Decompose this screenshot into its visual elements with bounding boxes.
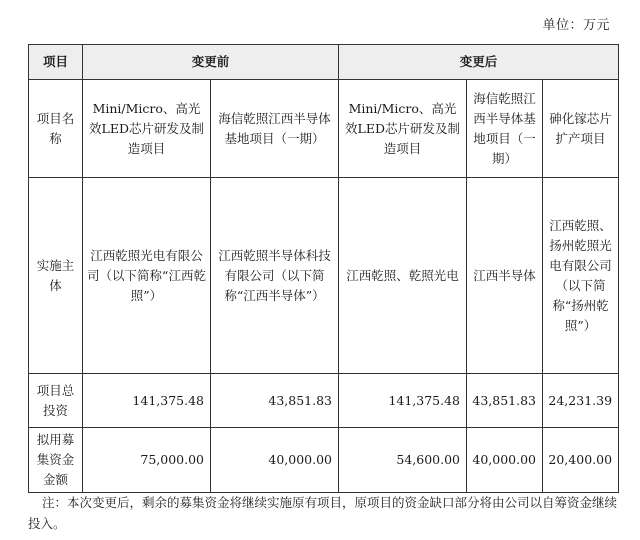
table-cell: 20,400.00	[543, 428, 619, 493]
table-cell: 江西半导体	[467, 178, 543, 374]
row-label: 拟用募集资金金额	[29, 428, 83, 493]
row-label: 项目名称	[29, 80, 83, 178]
table-cell: 24,231.39	[543, 374, 619, 428]
project-change-table	[28, 44, 619, 493]
table-row	[29, 178, 619, 374]
table-cell: Mini/Micro、高光效LED芯片研发及制造项目	[83, 80, 211, 178]
table-cell: 海信乾照江西半导体基地项目（一期）	[211, 80, 339, 178]
table-cell: 141,375.48	[83, 374, 211, 428]
table-cell: 40,000.00	[211, 428, 339, 493]
table-cell: 43,851.83	[467, 374, 543, 428]
row-label: 项目总投资	[29, 374, 83, 428]
table-cell: 43,851.83	[211, 374, 339, 428]
header-after: 变更后	[339, 45, 619, 80]
table-row	[29, 428, 619, 493]
table-cell: 江西乾照、扬州乾照光电有限公司（以下简称“扬州乾照”）	[543, 178, 619, 374]
header-row	[29, 45, 619, 80]
footnote: 注：本次变更后，剩余的募集资金将继续实施原有项目，原项目的资金缺口部分将由公司以自筹资金继续投入。	[28, 495, 618, 531]
table-cell: 海信乾照江西半导体基地项目（一期）	[467, 80, 543, 178]
table-cell: 江西乾照半导体科技有限公司（以下简称“江西半导体”）	[211, 178, 339, 374]
table-cell: Mini/Micro、高光效LED芯片研发及制造项目	[339, 80, 467, 178]
table-cell: 砷化镓芯片扩产项目	[543, 80, 619, 178]
table-cell: 江西乾照、乾照光电	[339, 178, 467, 374]
table-cell: 40,000.00	[467, 428, 543, 493]
row-label: 实施主体	[29, 178, 83, 374]
table-cell: 75,000.00	[83, 428, 211, 493]
table-row	[29, 374, 619, 428]
unit-label: 单位：万元	[542, 18, 610, 33]
table-cell: 江西乾照光电有限公司（以下简称“江西乾照”）	[83, 178, 211, 374]
header-item: 项目	[29, 45, 83, 80]
table-cell: 141,375.48	[339, 374, 467, 428]
table-row	[29, 80, 619, 178]
header-before: 变更前	[83, 45, 339, 80]
table-cell: 54,600.00	[339, 428, 467, 493]
